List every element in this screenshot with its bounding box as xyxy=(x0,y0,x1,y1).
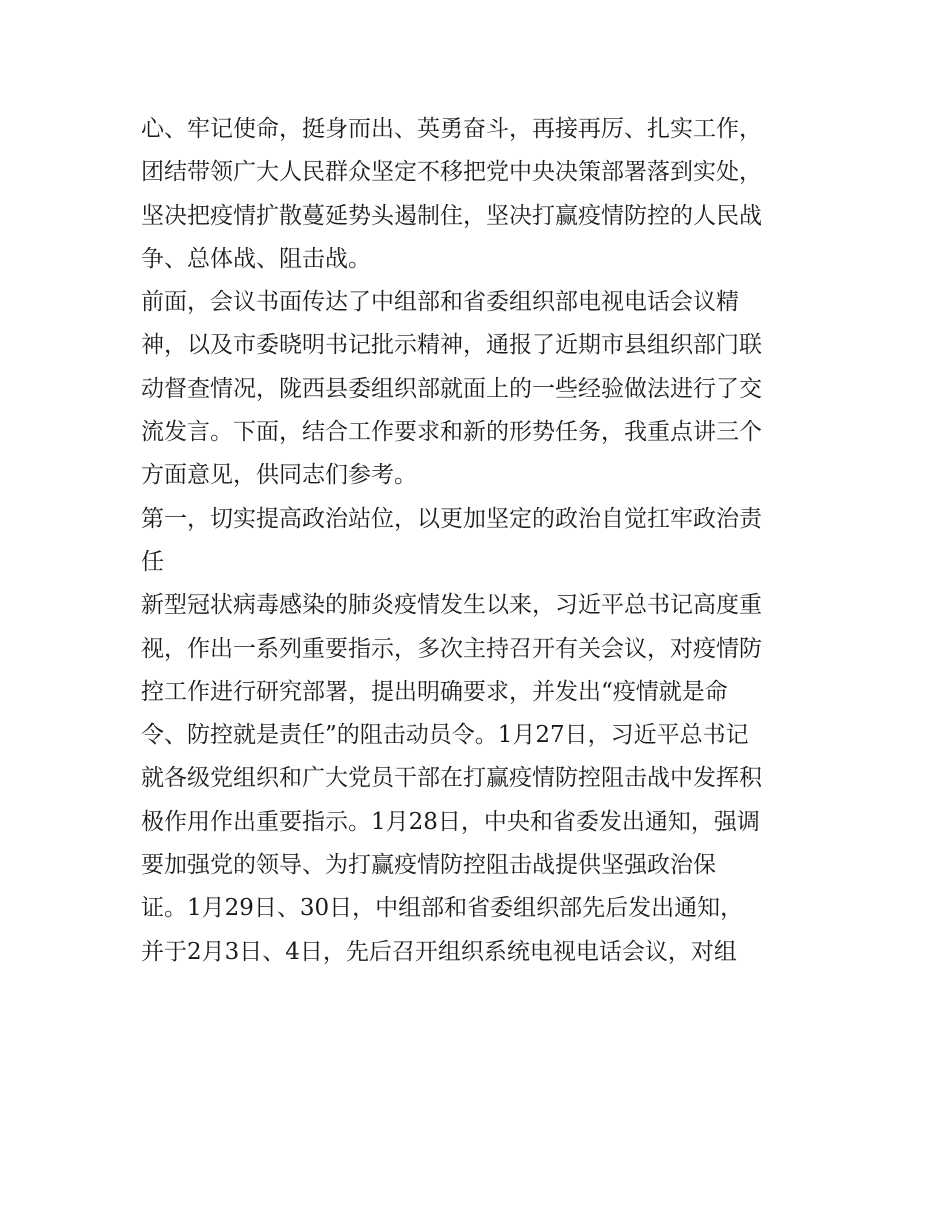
text-line: 证。1月29日、30日，中组部和省委组织部先后发出通知， xyxy=(141,895,744,922)
text-line: 新型冠状病毒感染的肺炎疫情发生以来，习近平总书记高度重 xyxy=(141,592,762,619)
text-line: 流发言。下面，结合工作要求和新的形势任务，我重点讲三个 xyxy=(141,419,762,446)
text-line: 就各级党组织和广大党员干部在打赢疫情防控阻击战中发挥积 xyxy=(141,765,762,792)
text-line: 动督查情况，陇西县委组织部就面上的一些经验做法进行了交 xyxy=(141,375,762,402)
text-line: 团结带领广大人民群众坚定不移把党中央决策部署落到实处， xyxy=(141,159,762,186)
text-line: 方面意见，供同志们参考。 xyxy=(141,462,417,489)
text-line: 并于2月3日、4日，先后召开组织系统电视电话会议，对组 xyxy=(141,938,737,965)
text-line: 控工作进行研究部署，提出明确要求，并发出“疫情就是命 xyxy=(141,678,728,705)
section-heading-line: 任 xyxy=(141,548,164,575)
text-line: 令、防控就是责任”的阻击动员令。1月27日，习近平总书记 xyxy=(141,722,749,749)
text-line: 极作用作出重要指示。1月28日，中央和省委发出通知，强调 xyxy=(141,808,760,835)
text-line: 视，作出一系列重要指示，多次主持召开有关会议，对疫情防 xyxy=(141,635,762,662)
text-line: 要加强党的领导、为打赢疫情防控阻击战提供坚强政治保 xyxy=(141,852,716,879)
text-line: 前面，会议书面传达了中组部和省委组织部电视电话会议精 xyxy=(141,289,739,316)
text-line: 心、牢记使命，挺身而出、英勇奋斗，再接再厉、扎实工作， xyxy=(141,116,762,142)
text-line: 争、总体战、阻击战。 xyxy=(141,245,371,272)
section-heading-line: 第一，切实提高政治站位，以更加坚定的政治自觉扛牢政治责 xyxy=(141,505,762,532)
text-line: 坚决把疫情扩散蔓延势头遏制住，坚决打赢疫情防控的人民战 xyxy=(141,202,762,229)
text-line: 神，以及市委晓明书记批示精神，通报了近期市县组织部门联 xyxy=(141,332,762,359)
body-text xyxy=(141,108,816,974)
